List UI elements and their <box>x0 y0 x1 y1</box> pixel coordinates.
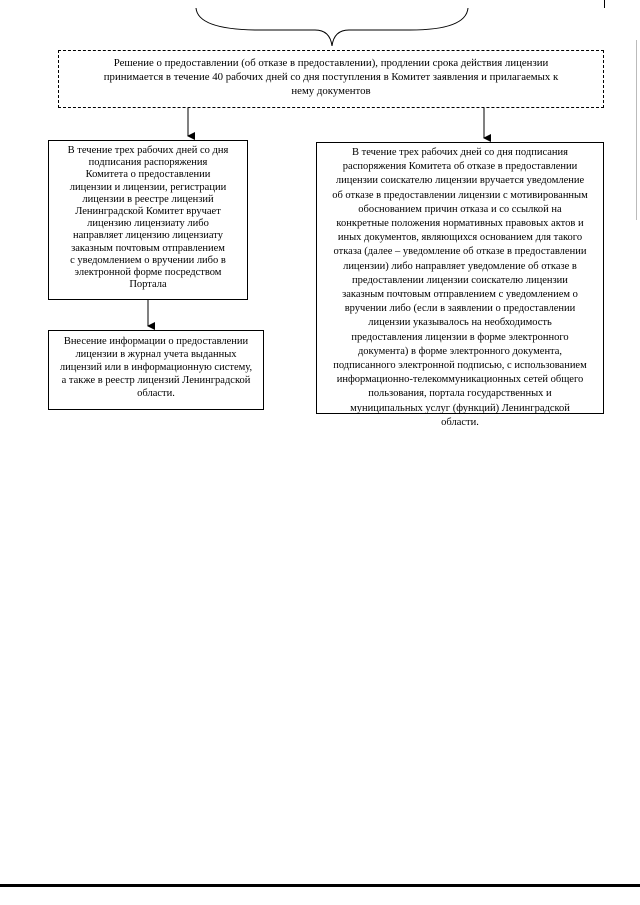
refusal-line: предоставлении лицензии соискателю лицензии <box>352 274 568 286</box>
register-line: Внесение информации о предоставлении <box>63 336 249 347</box>
refusal-line: отказа (далее – уведомление об отказе в предоставлении <box>333 246 587 258</box>
grant-line: Портала <box>129 279 167 291</box>
refusal-line: пользования, портала государственных и <box>368 388 552 400</box>
refusal-line: области. <box>441 416 479 428</box>
grant-line: направляет лицензию лицензиату <box>72 230 224 242</box>
refusal-line: муниципальных услуг (функций) Ленинградской <box>350 402 570 414</box>
top-curly-brace <box>196 8 468 46</box>
decision-box <box>58 50 604 108</box>
refusal-line: заказным почтовым отправлением с уведомлением о <box>342 289 578 301</box>
decision-line: нему документов <box>291 85 371 97</box>
grant-line: В течение трех рабочих дней со дня <box>67 145 229 156</box>
grant-line: с уведомлением о вручении либо в <box>70 254 226 266</box>
refusal-line: лицензии указывалось на необходимость <box>368 317 552 329</box>
decision-line: принимается в течение 40 рабочих дней со дня поступления в Комитет заявления и прилагаемых к <box>103 71 559 83</box>
refusal-line: вручении либо (если в заявлении о предоставлении <box>344 303 576 315</box>
grant-line: лицензии и лицензии, регистрации <box>69 181 227 193</box>
refusal-line: лицензии) либо направляет уведомление об отказе в <box>343 260 577 272</box>
grant-line: подписания распоряжения <box>88 157 208 169</box>
decision-line: Решение о предоставлении (об отказе в предоставлении), продлении срока действия лицензии <box>113 57 549 69</box>
register-box <box>48 330 264 410</box>
grant-box <box>48 140 248 300</box>
grant-line: заказным почтовым отправлением <box>71 242 225 254</box>
refusal-line: обоснованием причин отказа и со ссылкой на <box>358 203 562 215</box>
refusal-line: конкретные положения нормативных правовых актов и <box>336 218 584 230</box>
refusal-line: информационно-телекоммуникационных сетей общего <box>336 374 584 386</box>
grant-line: лицензии в реестре лицензий <box>82 193 214 205</box>
refusal-line: предоставления лицензии в форме электронного <box>351 331 569 343</box>
grant-line: лицензию лицензиату либо <box>87 218 209 230</box>
refusal-line: об отказе в предоставлении лицензии с мотивированным <box>332 189 588 201</box>
register-line: лицензии в журнал учета выданных <box>75 349 237 360</box>
grant-line: электронной форме посредством <box>74 267 222 279</box>
refusal-line: подписанного электронной подписью, с использованием <box>333 360 587 372</box>
refusal-box <box>316 142 604 428</box>
register-line: а также в реестр лицензий Ленинградской <box>61 375 251 386</box>
refusal-line: лицензии соискателю лицензии вручается уведомление <box>335 175 585 187</box>
register-line: лицензий или в информационную систему, <box>59 362 253 373</box>
scan-mark-top-right <box>604 0 605 8</box>
refusal-line: В течение трех рабочих дней со дня подписания <box>352 147 568 158</box>
register-line: области. <box>137 388 175 399</box>
grant-line: Комитета о предоставлении <box>85 169 211 181</box>
grant-line: Ленинградской Комитет вручает <box>75 206 221 218</box>
refusal-line: документа) в форме электронного документа, <box>357 345 563 357</box>
scan-mark-right <box>636 40 637 220</box>
refusal-line: распоряжения Комитета об отказе в предоставлении <box>342 161 578 173</box>
refusal-line: иных документов, являющихся основанием для такого <box>337 232 583 244</box>
scan-edge-bar <box>0 884 640 887</box>
